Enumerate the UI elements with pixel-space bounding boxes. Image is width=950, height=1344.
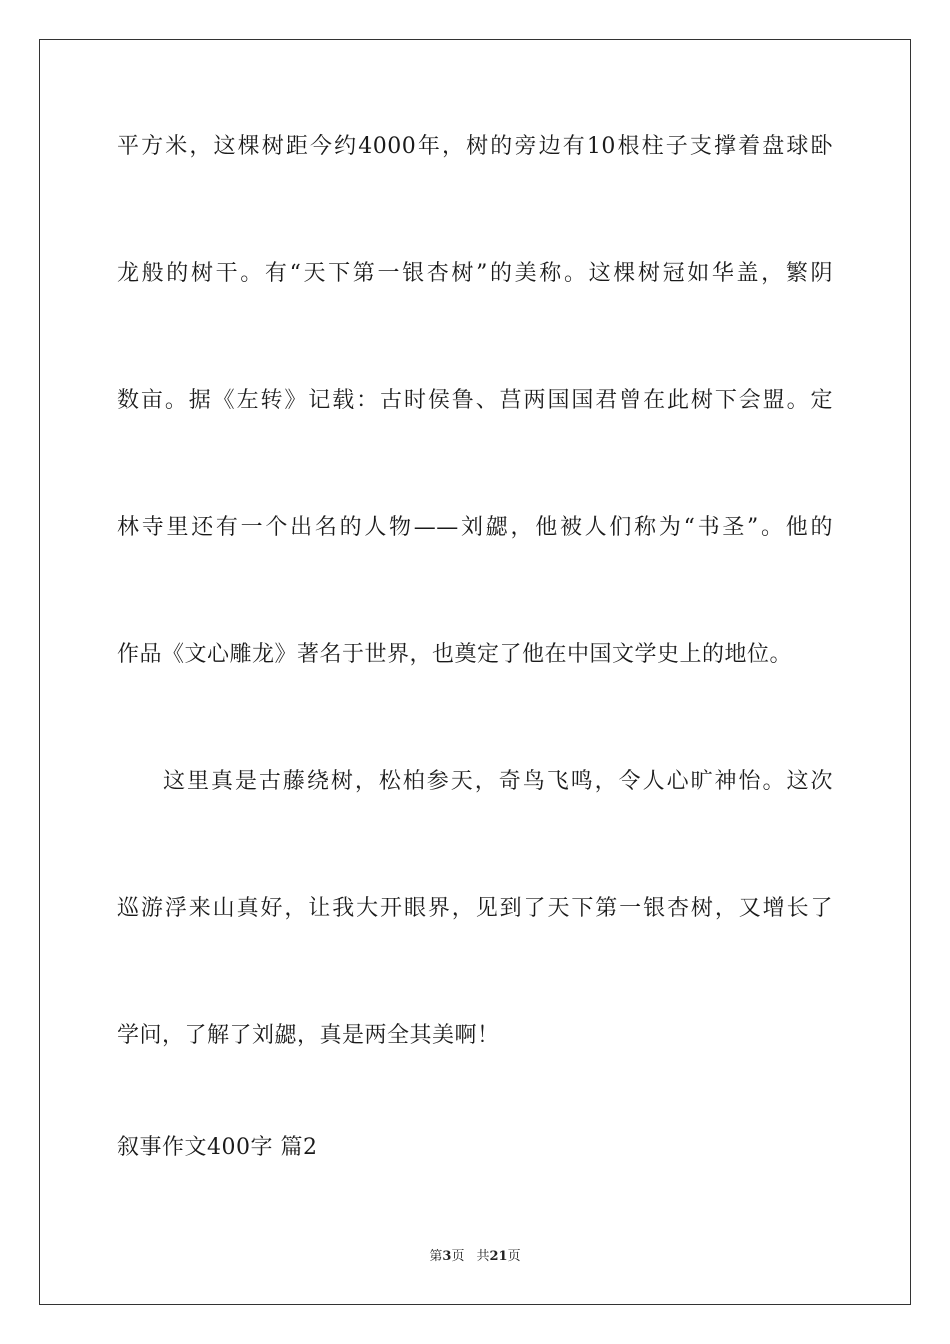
- body-text-line: 林寺里还有一个出名的人物——刘勰，他被人们称为“书圣”。他的: [117, 515, 833, 540]
- total-label-suffix: 页: [507, 1249, 521, 1264]
- body-text-line: 平方米，这棵树距今约4000年，树的旁边有10根柱子支撑着盘球卧: [117, 134, 834, 159]
- section-heading: 叙事作文400字 篇2: [117, 1135, 318, 1160]
- body-text-line: 龙般的树干。有“天下第一银杏树”的美称。这棵树冠如华盖，繁阴: [117, 261, 833, 286]
- paragraph-first-line: 这里真是古藤绕树，松柏参天，奇鸟飞鸣，令人心旷神怡。这次: [163, 769, 833, 794]
- current-page-number: 3: [442, 1249, 452, 1264]
- body-text-line: 数亩。据《左转》记载：古时侯鲁、莒两国国君曾在此树下会盟。定: [117, 388, 833, 413]
- total-label-prefix: 共: [476, 1249, 490, 1264]
- page-border: [39, 39, 911, 1305]
- page-footer: [0, 1248, 950, 1266]
- body-text-line: 作品《文心雕龙》著名于世界，也奠定了他在中国文学史上的地位。: [117, 642, 793, 667]
- total-pages-number: 21: [489, 1249, 508, 1264]
- body-text-line: 学问，了解了刘勰，真是两全其美啊！: [117, 1023, 500, 1048]
- page-label-suffix: 页: [451, 1249, 465, 1264]
- body-text-line: 巡游浮来山真好，让我大开眼界，见到了天下第一银杏树，又增长了: [117, 896, 833, 921]
- page-label-prefix: 第: [429, 1249, 443, 1264]
